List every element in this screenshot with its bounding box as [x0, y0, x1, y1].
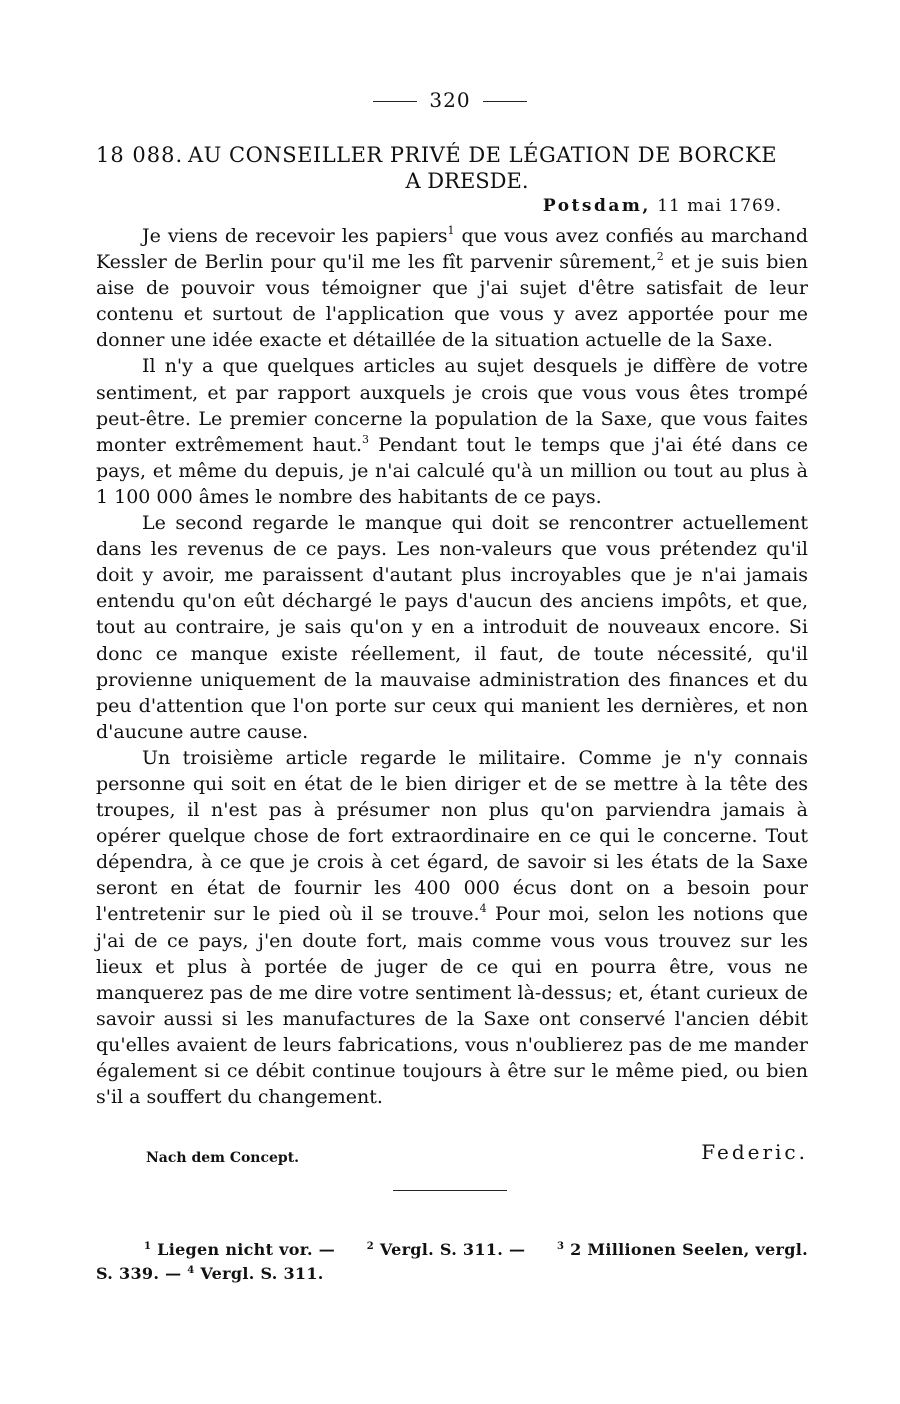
paragraph-3-text: Le second regarde le manque qui doit se rencontrer actuellement dans les revenus de ce pays. Les non-valeurs que vous prétendez qu'il doit y avoir, me paraissent d'autant plus incroyables que je n'ai jamais entendu qu'on eût déchargé le pays d'aucun des anciens impôts, et que, tout au contraire, je sais qu'on y en a introduit de nouveaux encore. Si donc ce manque existe réellement, il faut, de toute nécessité, qu'il provienne uniquement de la mauvaise administration des finances et du peu d'attention que l'on porte sur ceux qui manient les dernières, et non d'aucune autre cause. — [96, 512, 808, 743]
dateline-place: Potsdam, — [542, 196, 651, 216]
page-number — [0, 88, 900, 112]
footnote-ref-1: 1 — [447, 224, 455, 237]
footnote-3-text: 2 Millionen Seelen, vergl. — [570, 1240, 808, 1259]
dateline-date: 11 mai 1769. — [657, 196, 782, 216]
paragraph-2-text-a: Il n'y a que quelques articles au sujet desquels je diffère de votre sentiment, et par rapport auxquels je crois que vous vous êtes trompé peut-être. Le premier concerne la population de la Saxe, que vous faites monter extrêmement haut. — [96, 355, 808, 456]
paragraph-1-text-c: et je suis bien aise de pouvoir vous témoigner que j'ai sujet d'être satisfait de leur contenu et surtout de l'application que vous y avez apportée pour me donner une idée exacte et détaillée de la situation actuelle de la Saxe. — [96, 251, 808, 352]
footnotes-line-2 — [96, 1262, 808, 1286]
source-note: Nach dem Concept. — [146, 1150, 300, 1166]
dateline — [543, 196, 782, 216]
paragraph-1 — [96, 223, 808, 353]
footnote-1 — [144, 1238, 335, 1262]
paragraph-4-text-b: Pour moi, selon les notions que j'ai de ce pays, j'en doute fort, mais comme vous vous trouvez sur les lieux et plus à portée de juger de ce qui en pourra être, vous ne manquerez pas de me dire votre sentiment là-dessus; et, étant curieux de savoir aussi si les manufactures de la Saxe ont conservé l'ancien débit qu'elles avaient de leurs fabrications, vous n'oublierez pas de me mander également si ce débit continue toujours à être sur le même pied, ou bien s'il a souffert du changement. — [96, 903, 808, 1109]
page-number-right-rule — [483, 101, 527, 102]
footnotes — [96, 1238, 808, 1286]
letter-body — [96, 223, 808, 1110]
footnote-4-mark: 4 — [187, 1265, 195, 1276]
footnote-ref-2: 2 — [656, 250, 664, 264]
footnote-separator — [393, 1190, 507, 1191]
recipient-line-2: A DRESDE. — [405, 169, 529, 193]
letter-heading — [96, 142, 808, 194]
footnote-ref-3: 3 — [362, 432, 369, 446]
footnote-3-continuation: S. 339. — — [96, 1264, 182, 1283]
footnotes-line-1 — [96, 1238, 808, 1262]
paragraph-1-text-a: Je viens de recevoir les papiers — [142, 225, 448, 247]
footnote-ref-4: 4 — [479, 902, 487, 916]
paragraph-4 — [96, 745, 808, 1110]
letter-number: 18 088. — [96, 143, 184, 167]
page-number-text: 320 — [429, 88, 471, 112]
paragraph-4-text-a: Un troisième article regarde le militaire. Comme je n'y connais personne qui soit en état de le bien diriger et de se mettre à la tête des troupes, il n'est pas à présumer non plus qu'on parviendra jamais à opérer quelque chose de fort extraordinaire en ce qui le concerne. Tout dépendra, à ce que je crois à cet égard, de savoir si les états de la Saxe seront en état de fournir les 400 000 écus dont on a besoin pour l'entretenir sur le pied où il se trouve. — [96, 746, 808, 926]
footnote-3-mark: 3 — [556, 1241, 565, 1252]
footnote-2 — [367, 1238, 526, 1262]
page-number-left-rule — [373, 101, 417, 102]
footnote-2-mark: 2 — [366, 1241, 374, 1252]
footnote-3 — [557, 1238, 808, 1262]
footnote-2-text: Vergl. S. 311. — — [379, 1240, 526, 1259]
recipient-line-1: AU CONSEILLER PRIVÉ DE LÉGATION DE BORCKE — [188, 143, 778, 167]
paragraph-2-text-b: Pendant tout le temps que j'ai été dans ce pays, et même du depuis, je n'ai calculé qu'à un million ou tout au plus à 1 100 000 âmes le nombre des habitants de ce pays. — [96, 433, 808, 508]
footnote-1-text: Liegen nicht vor. — — [157, 1240, 336, 1259]
paragraph-1-text-b: que vous avez confiés au marchand Kessler de Berlin pour qu'il me les fît parvenir sûrement, — [96, 225, 809, 274]
signature: Federic. — [701, 1140, 808, 1164]
paragraph-2 — [96, 353, 808, 510]
paragraph-3 — [96, 510, 808, 745]
footnote-1-mark: 1 — [144, 1241, 152, 1252]
footnote-4-text: Vergl. S. 311. — [200, 1264, 324, 1283]
